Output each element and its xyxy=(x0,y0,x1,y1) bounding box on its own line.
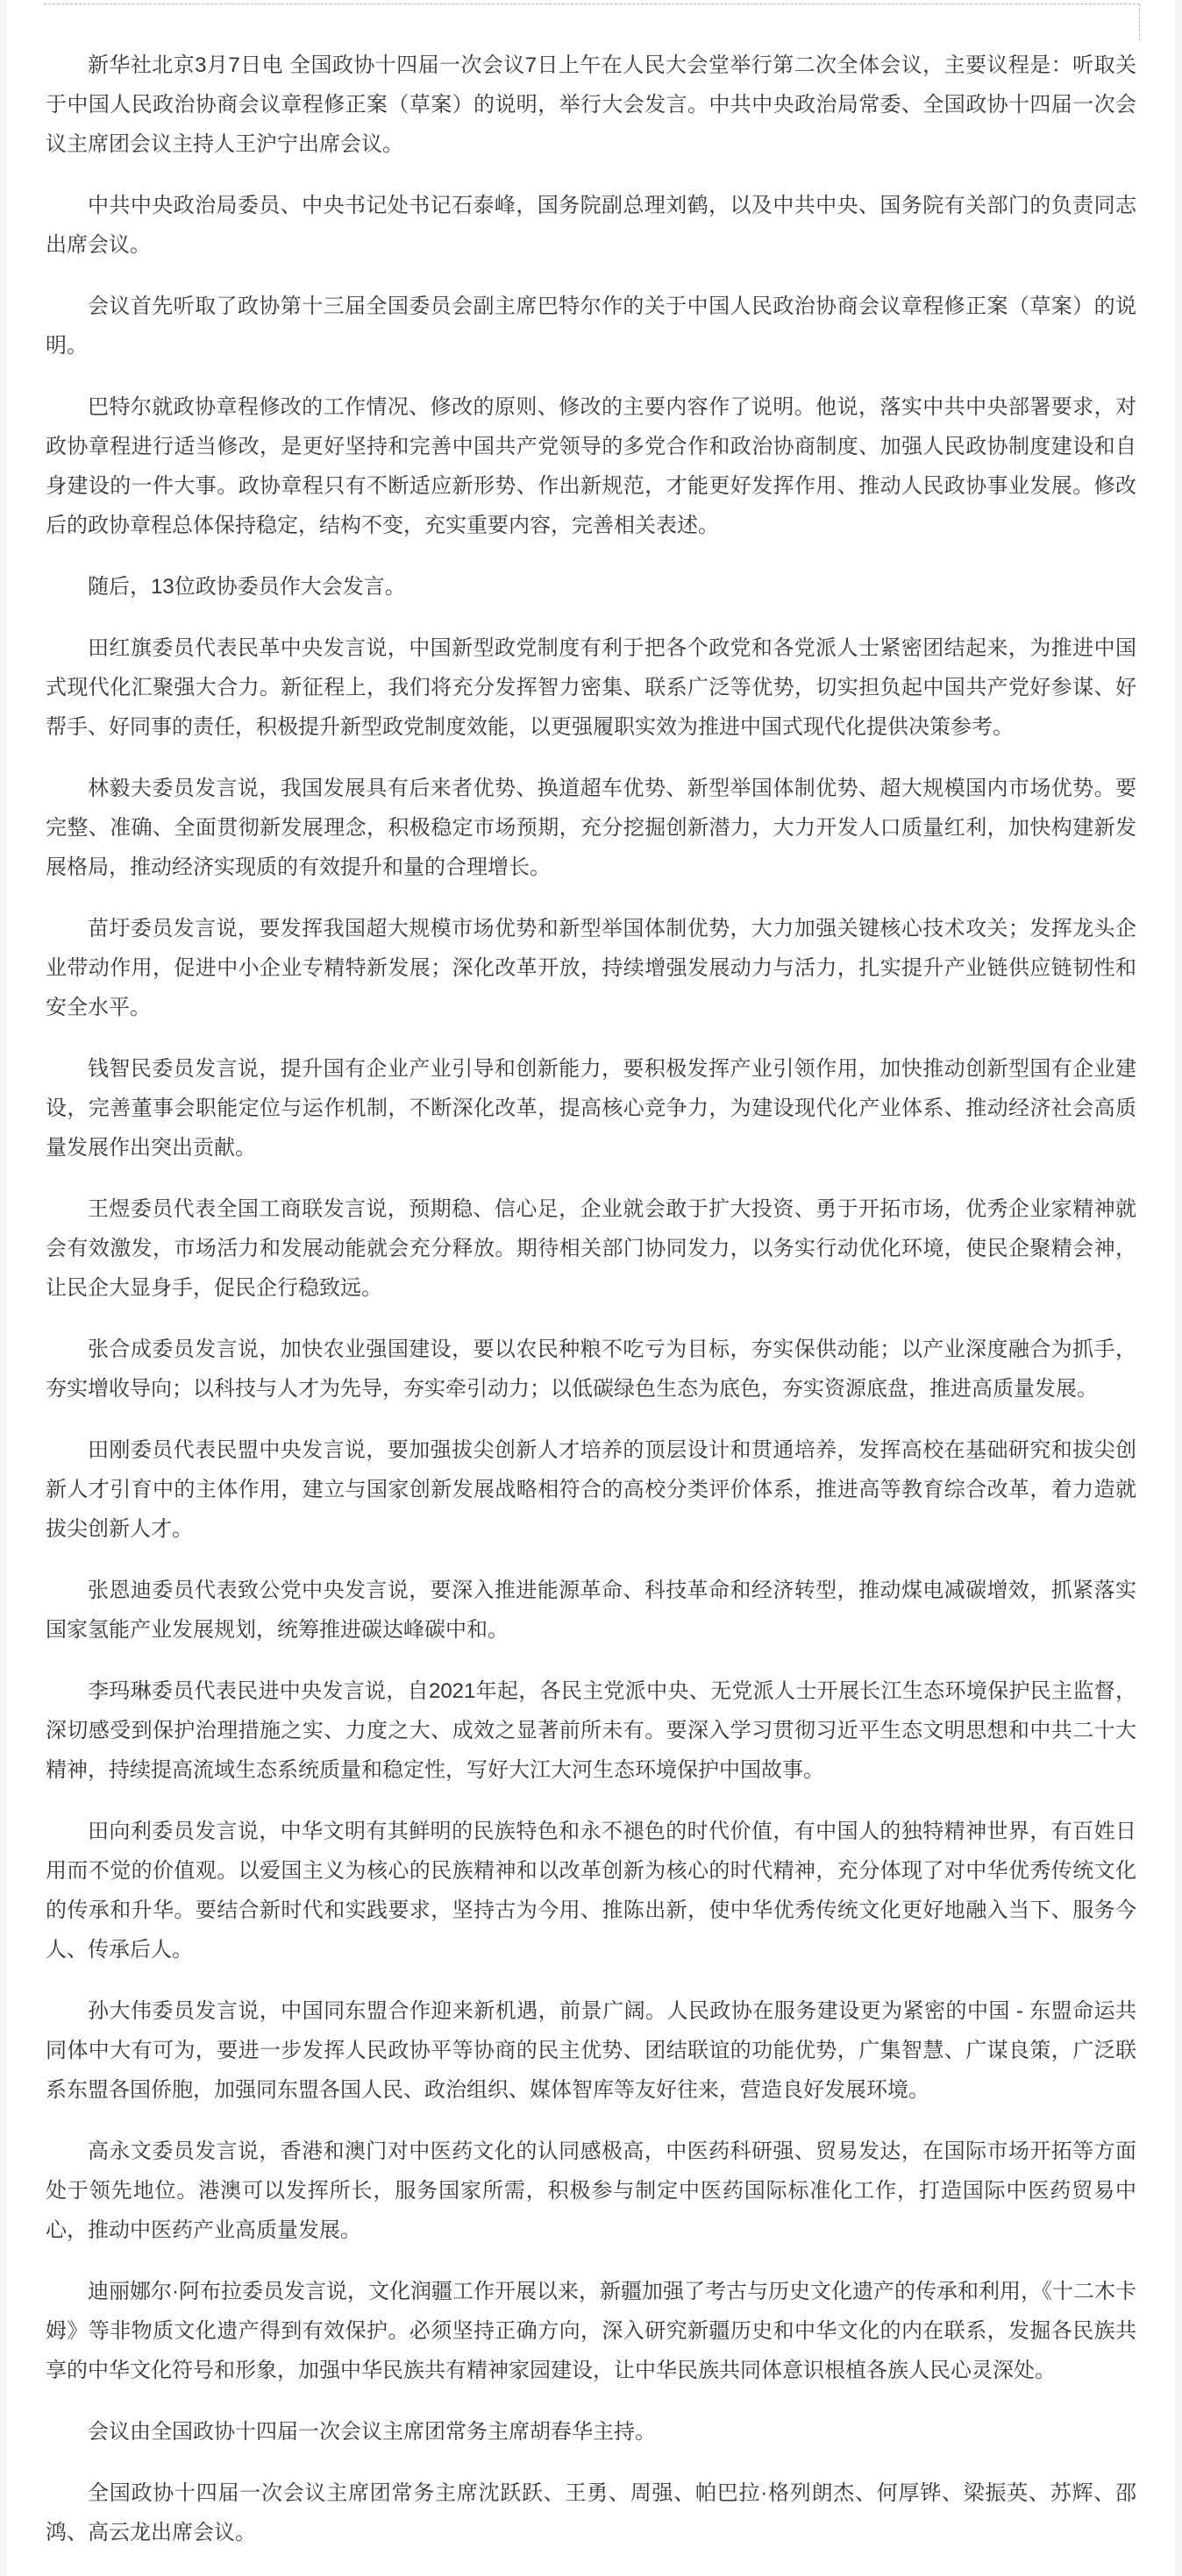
article-paragraph: 全国政协十四届一次会议主席团常务主席沈跃跃、王勇、周强、帕巴拉·格列朗杰、何厚铧、梁振英、苏辉、邵鸿、高云龙出席会议。 xyxy=(46,2481,1136,2544)
page-left-margin xyxy=(0,0,7,2576)
dashed-right-divider-stub xyxy=(1139,4,1140,40)
article-paragraph: 王煜委员代表全国工商联发言说，预期稳、信心足，企业就会敢于扩大投资、勇于开拓市场，优秀企业家精神就会有效激发，市场活力和发展动能就会充分释放。期待相关部门协同发力，以务实行动优化环境，使民企聚精会神，让民企大显身手，促民企行稳致远。 xyxy=(46,1197,1136,1300)
article-paragraph: 高永文委员发言说，香港和澳门对中医药文化的认同感极高，中医药科研强、贸易发达，在国际市场开拓等方面处于领先地位。港澳可以发挥所长，服务国家所需，积极参与制定中医药国际标准化工作，打造国际中医药贸易中心，推动中医药产业高质量发展。 xyxy=(46,2140,1136,2242)
article-paragraph: 巴特尔就政协章程修改的工作情况、修改的原则、修改的主要内容作了说明。他说，落实中共中央部署要求，对政协章程进行适当修改，是更好坚持和完善中国共产党领导的多党合作和政治协商制度、加强人民政协制度建设和自身建设的一件大事。政协章程只有不断适应新形势、作出新规范，才能更好发挥作用、推动人民政协事业发展。修改后的政协章程总体保持稳定，结构不变，充实重要内容，完善相关表述。 xyxy=(46,395,1136,537)
article-paragraph: 会议由全国政协十四届一次会议主席团常务主席胡春华主持。 xyxy=(88,2420,656,2444)
article-paragraph: 林毅夫委员发言说，我国发展具有后来者优势、换道超车优势、新型举国体制优势、超大规模国内市场优势。要完整、准确、全面贯彻新发展理念，积极稳定市场预期，充分挖掘创新潜力，大力开发人口质量红利，加快构建新发展格局，推动经济实现质的有效提升和量的合理增长。 xyxy=(46,777,1136,879)
article-paragraph: 田红旗委员代表民革中央发言说，中国新型政党制度有利于把各个政党和各党派人士紧密团结起来，为推进中国式现代化汇聚强大合力。新征程上，我们将充分发挥智力密集、联系广泛等优势，切实担负起中国共产党好参谋、好帮手、好同事的责任，积极提升新型政党制度效能，以更强履职实效为推进中国式现代化提供决策参考。 xyxy=(46,636,1136,739)
article-paragraph: 孙大伟委员发言说，中国同东盟合作迎来新机遇，前景广阔。人民政协在服务建设更为紧密的中国 - 东盟命运共同体中大有可为，要进一步发挥人民政协平等协商的民主优势、团结联谊的功能优势，广集智慧、广谋良策，广泛联系东盟各国侨胞，加强同东盟各国人民、政治组织、媒体智库等友好往来，营造良好发展环境。 xyxy=(46,1999,1136,2102)
page-right-margin xyxy=(1175,0,1182,2576)
article-paragraph: 张合成委员发言说，加快农业强国建设，要以农民种粮不吃亏为目标，夯实保供动能；以产业深度融合为抓手，夯实增收导向；以科技与人才为先导，夯实牵引动力；以低碳绿色生态为底色，夯实资源底盘，推进高质量发展。 xyxy=(46,1338,1136,1401)
article-paragraph: 田刚委员代表民盟中央发言说，要加强拔尖创新人才培养的顶层设计和贯通培养，发挥高校在基础研究和拔尖创新人才引育中的主体作用，建立与国家创新发展战略相符合的高校分类评价体系，推进高等教育综合改革，着力造就拔尖创新人才。 xyxy=(46,1438,1136,1541)
article-paragraph: 张恩迪委员代表致公党中央发言说，要深入推进能源革命、科技革命和经济转型，推动煤电减碳增效，抓紧落实国家氢能产业发展规划，统筹推进碳达峰碳中和。 xyxy=(46,1579,1136,1642)
article-paragraph: 会议首先听取了政协第十三届全国委员会副主席巴特尔作的关于中国人民政治协商会议章程修正案（草案）的说明。 xyxy=(46,295,1136,358)
article-paragraph: 钱智民委员发言说，提升国有企业产业引导和创新能力，要积极发挥产业引领作用，加快推动创新型国有企业建设，完善董事会职能定位与运作机制，不断深化改革，提高核心竞争力，为建设现代化产业体系、推动经济社会高质量发展作出突出贡献。 xyxy=(46,1057,1136,1160)
article-paragraph: 迪丽娜尔·阿布拉委员发言说，文化润疆工作开展以来，新疆加强了考古与历史文化遗产的传承和利用，《十二木卡姆》等非物质文化遗产得到有效保护。必须坚持正确方向，深入研究新疆历史和中华文化的内在联系，发掘各民族共享的中华文化符号和形象，加强中华民族共有精神家园建设，让中华民族共同体意识根植各族人民心灵深处。 xyxy=(46,2280,1136,2382)
article-paragraph: 随后，13位政协委员作大会发言。 xyxy=(88,575,406,599)
article-paragraph: 新华社北京3月7日电 全国政协十四届一次会议7日上午在人民大会堂举行第二次全体会议，主要议程是：听取关于中国人民政治协商会议章程修正案（草案）的说明，举行大会发言。中共中央政治局常委、全国政协十四届一次会议主席团会议主持人王沪宁出席会议。 xyxy=(46,53,1136,156)
article-paragraph: 田向利委员发言说，中华文明有其鲜明的民族特色和永不褪色的时代价值，有中国人的独特精神世界，有百姓日用而不觉的价值观。以爱国主义为核心的民族精神和以改革创新为核心的时代精神，充分体现了对中华优秀传统文化的传承和升华。要结合新时代和实践要求，坚持古为今用、推陈出新，使中华优秀传统文化更好地融入当下、服务今人、传承后人。 xyxy=(46,1820,1136,1962)
article-paragraph: 中共中央政治局委员、中央书记处书记石泰峰，国务院副总理刘鹤，以及中共中央、国务院有关部门的负责同志出席会议。 xyxy=(46,194,1136,257)
article-paragraph: 李玛琳委员代表民进中央发言说，自2021年起，各民主党派中央、无党派人士开展长江生态环境保护民主监督，深切感受到保护治理措施之实、力度之大、成效之显著前所未有。要深入学习贯彻习近平生态文明思想和中共二十大精神，持续提高流域生态系统质量和稳定性，写好大江大河生态环境保护中国故事。 xyxy=(46,1679,1136,1782)
article-paragraph: 苗圩委员发言说，要发挥我国超大规模市场优势和新型举国体制优势，大力加强关键核心技术攻关；发挥龙头企业带动作用，促进中小企业专精特新发展；深化改革开放，持续增强发展动力与活力，扎实提升产业链供应链韧性和安全水平。 xyxy=(46,917,1136,1019)
